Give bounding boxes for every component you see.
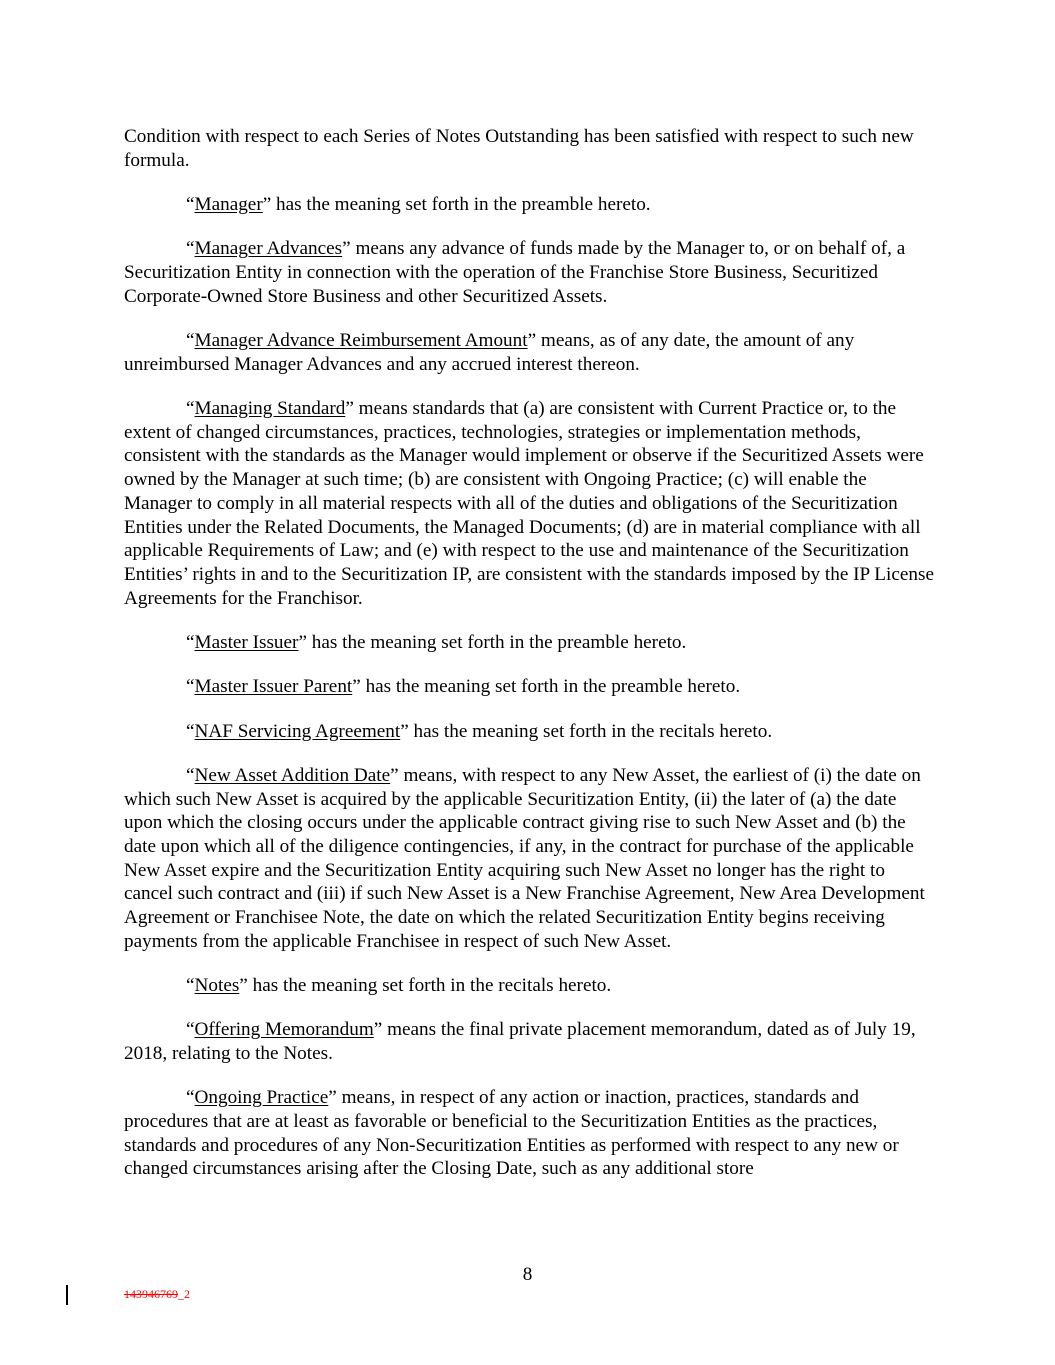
definition-notes: “Notes” has the meaning set forth in the recitals hereto.: [186, 975, 612, 997]
defined-term: Managing Standard: [194, 398, 346, 419]
definition-text: ” means any advance of funds made by the Manager to, or on behalf of, a Securitization Entity in connection with the operation of the Franchise Store Business, Securitized Corporate-Owned Store Business and other Securitized Assets.: [124, 238, 906, 307]
definition-master-issuer: “Master Issuer” has the meaning set forth in the preamble hereto.: [186, 631, 687, 653]
definition-naf-servicing-agreement: “NAF Servicing Agreement” has the meaning set forth in the recitals hereto.: [186, 720, 773, 742]
definition-text: ” has the meaning set forth in the recitals hereto.: [400, 720, 773, 742]
document-body: [124, 125, 934, 1202]
definition-master-issuer-parent: “Master Issuer Parent” has the meaning set forth in the preamble hereto.: [186, 676, 741, 698]
defined-term: Manager: [194, 194, 263, 215]
defined-term: New Asset Addition Date: [194, 764, 391, 786]
definition-text: ” has the meaning set forth in the preamble hereto.: [298, 631, 687, 653]
definition-new-asset-addition-date: “New Asset Addition Date” means, with respect to any New Asset, the earliest of (i) the date on which such New Asset is acquired by the applicable Securitization Entity, (ii) the later of (a) the date upon which the closing occurs under the applicable contract giving rise to such New Asset and (b) the date upon which all of the diligence contingencies, if any, in the contract for purchase of the applicable New Asset expire and the Securitization Entity acquiring such New Asset no longer has the right to cancel such contract and (iii) if such New Asset is a New Franchise Agreement, New Area Development Agreement or Franchisee Note, the date on which the related Securitization Entity begins receiving payments from the applicable Franchisee in respect of such New Asset.: [124, 764, 925, 952]
definition-text: ” means, as of any date, the amount of any unreimbursed Manager Advances and any accrued interest thereon.: [124, 330, 855, 375]
definition-managing-standard: “Managing Standard” means standards that (a) are consistent with Current Practice or, to the extent of changed circumstances, practices, technologies, strategies or implementation methods, consistent with the standards as the Manager would implement or observe if the Securitized Assets were owned by the Manager at such time; (b) are consistent with Ongoing Practice; (c) will enable the Manager to comply in all material respects with all of the duties and obligations of the Securitization Entities under the Related Documents, the Managed Documents; (d) are in material compliance with all applicable Requirements of Law; and (e) with respect to the use and maintenance of the Securitization Entities’ rights in and to the Securitization IP, are consistent with the standards imposed by the IP License Agreements for the Franchisor.: [124, 398, 934, 609]
definition-text: ” has the meaning set forth in the preamble hereto.: [352, 676, 741, 698]
defined-term: Notes: [194, 975, 240, 997]
definition-offering-memorandum: “Offering Memorandum” means the final private placement memorandum, dated as of July 19, 2018, relating to the Notes.: [124, 1019, 916, 1065]
defined-term: Master Issuer Parent: [194, 676, 353, 698]
definition-text: ” means standards that (a) are consistent with Current Practice or, to the extent of changed circumstances, practices, technologies, strategies or implementation methods, consistent with the standards as the Manager would implement or observe if the Securitized Assets were owned by the Manager at such time; (b) are consistent with Ongoing Practice; (c) will enable the Manager to comply in all material respects with all of the duties and obligations of the Securitization Entities under the Related Documents, the Managed Documents; (d) are in material compliance with all applicable Requirements of Law; and (e) with respect to the use and maintenance of the Securitization Entities’ rights in and to the Securitization IP, are consistent with the standards imposed by the IP License Agreements for the Franchisor.: [124, 398, 934, 609]
document-id-struck: 143946769: [124, 1287, 178, 1301]
defined-term: Manager Advances: [194, 238, 343, 260]
defined-term: Offering Memorandum: [194, 1019, 374, 1041]
document-id-footer: [124, 1287, 190, 1302]
document-id-suffix: _2: [178, 1287, 190, 1301]
definition-text: ” means, in respect of any action or inaction, practices, standards and procedures that are at least as favorable or beneficial to the Securitization Entities as the practices, standards and procedures of any Non-Securitization Entities as performed with respect to any new or changed circumstances arising after the Closing Date, such as any additional store: [124, 1087, 899, 1180]
defined-term: Master Issuer: [194, 631, 299, 653]
definition-text: ” has the meaning set forth in the preamble hereto.: [262, 194, 651, 215]
defined-term: NAF Servicing Agreement: [194, 720, 401, 742]
revision-change-bar: [66, 1285, 68, 1305]
page-number: 8: [522, 1264, 533, 1285]
definition-manager: “Manager” has the meaning set forth in the preamble hereto.: [186, 194, 651, 215]
definition-ongoing-practice: “Ongoing Practice” means, in respect of any action or inaction, practices, standards and procedures that are at least as favorable or beneficial to the Securitization Entities as the practices, standards and procedures of any Non-Securitization Entities as performed with respect to any new or changed circumstances arising after the Closing Date, such as any additional store: [124, 1087, 899, 1180]
definition-manager-advances: “Manager Advances” means any advance of funds made by the Manager to, or on behalf of, a Securitization Entity in connection with the operation of the Franchise Store Business, Securitized Corporate-Owned Store Business and other Securitized Assets.: [124, 238, 906, 307]
definition-manager-advance-reimbursement-amount: “Manager Advance Reimbursement Amount” means, as of any date, the amount of any unreimbursed Manager Advances and any accrued interest thereon.: [124, 330, 855, 375]
paragraph-text: Condition with respect to each Series of Notes Outstanding has been satisfied with respect to such new formula.: [124, 126, 914, 171]
definition-text: ” means, with respect to any New Asset, the earliest of (i) the date on which such New Asset is acquired by the applicable Securitization Entity, (ii) the later of (a) the date upon which the closing occurs under the applicable contract giving rise to such New Asset and (b) the date upon which all of the diligence contingencies, if any, in the contract for purchase of the applicable New Asset expire and the Securitization Entity acquiring such New Asset no longer has the right to cancel such contract and (iii) if such New Asset is a New Franchise Agreement, New Area Development Agreement or Franchisee Note, the date on which the related Securitization Entity begins receiving payments from the applicable Franchisee in respect of such New Asset.: [124, 764, 925, 952]
paragraph-continuation: [124, 125, 934, 172]
defined-term: Ongoing Practice: [194, 1087, 329, 1109]
definition-text: ” has the meaning set forth in the recitals hereto.: [239, 975, 612, 997]
definition-text: ” means the final private placement memorandum, dated as of July 19, 2018, relating to the Notes.: [124, 1019, 916, 1065]
defined-term: Manager Advance Reimbursement Amount: [194, 330, 528, 351]
